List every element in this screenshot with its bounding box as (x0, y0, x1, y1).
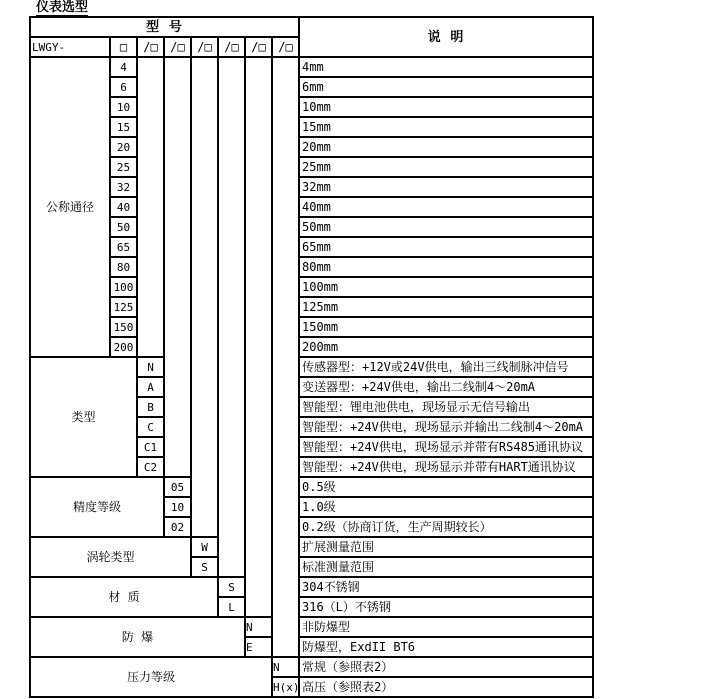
table-grid-line (271, 36, 273, 698)
model-prefix-cell: LWGY- (32, 40, 66, 54)
desc-cell-type: 智能型：+24V供电，现场显示并带有HART通讯协议 (302, 460, 576, 474)
code-cell-pressure-rating: H(x) (273, 680, 299, 694)
code-cell-accuracy-class: 02 (170, 520, 185, 534)
desc-cell-nominal-diameter: 80mm (302, 260, 331, 274)
code-cell-nominal-diameter: 15 (116, 120, 131, 134)
desc-cell-nominal-diameter: 15mm (302, 120, 331, 134)
page-title: 仪表选型 (36, 0, 89, 15)
code-cell-explosion-proof: E (246, 640, 253, 654)
code-cell-nominal-diameter: 150 (113, 320, 134, 334)
code-cell-type: B (147, 400, 154, 414)
model-code-box: /□ (197, 40, 212, 54)
code-cell-nominal-diameter: 25 (116, 160, 131, 174)
code-cell-type: A (147, 380, 154, 394)
model-code-box: /□ (170, 40, 185, 54)
desc-cell-material: 304不锈钢 (302, 580, 360, 594)
desc-cell-nominal-diameter: 6mm (302, 80, 324, 94)
desc-cell-type: 传感器型：+12V或24V供电，输出三线制脉冲信号 (302, 360, 569, 374)
desc-cell-explosion-proof: 非防爆型 (302, 620, 351, 634)
desc-cell-material: 316（L）不锈钢 (302, 600, 391, 614)
section-label-turbine-type: 涡轮类型 (86, 550, 135, 564)
code-cell-nominal-diameter: 80 (116, 260, 131, 274)
code-cell-nominal-diameter: 6 (120, 80, 127, 94)
code-cell-nominal-diameter: 125 (113, 300, 134, 314)
model-code-box: □ (119, 40, 128, 54)
desc-cell-pressure-rating: 高压（参照表2） (302, 680, 394, 694)
code-cell-type: C2 (143, 460, 158, 474)
section-label-type: 类型 (71, 410, 96, 424)
description-header: 说 明 (427, 29, 465, 45)
section-label-nominal-diameter: 公称通径 (45, 200, 94, 214)
code-cell-nominal-diameter: 40 (116, 200, 131, 214)
desc-cell-nominal-diameter: 4mm (302, 60, 324, 74)
code-cell-material: S (228, 580, 235, 594)
code-cell-nominal-diameter: 65 (116, 240, 131, 254)
desc-cell-nominal-diameter: 200mm (302, 340, 339, 354)
code-cell-accuracy-class: 10 (170, 500, 185, 514)
code-cell-type: N (147, 360, 154, 374)
section-label-accuracy-class: 精度等级 (72, 500, 121, 514)
desc-cell-nominal-diameter: 100mm (302, 280, 339, 294)
code-cell-nominal-diameter: 20 (116, 140, 131, 154)
code-cell-turbine-type: W (201, 540, 208, 554)
desc-cell-type: 变送器型：+24V供电，输出二线制4～20mA (302, 380, 536, 394)
code-cell-nominal-diameter: 50 (116, 220, 131, 234)
code-cell-nominal-diameter: 200 (113, 340, 134, 354)
desc-cell-accuracy-class: 1.0级 (302, 500, 336, 514)
desc-cell-type: 智能型：+24V供电，现场显示并带有RS485通讯协议 (302, 440, 584, 454)
code-cell-nominal-diameter: 4 (120, 60, 127, 74)
desc-cell-explosion-proof: 防爆型，ExdII BT6 (302, 640, 416, 654)
code-cell-accuracy-class: 05 (170, 480, 185, 494)
section-label-pressure-rating: 压力等级 (126, 670, 175, 684)
desc-cell-accuracy-class: 0.2级（协商订货，生产周期较长） (302, 520, 492, 534)
code-cell-material: L (228, 600, 235, 614)
code-cell-nominal-diameter: 10 (116, 100, 131, 114)
desc-cell-nominal-diameter: 125mm (302, 300, 339, 314)
section-label-material: 材 质 (108, 590, 140, 604)
code-cell-type: C (147, 420, 154, 434)
desc-cell-nominal-diameter: 65mm (302, 240, 331, 254)
model-code-box: /□ (278, 40, 293, 54)
section-label-explosion-proof: 防 爆 (121, 630, 154, 644)
desc-cell-type: 智能型：+24V供电，现场显示并输出二线制4～20mA (302, 420, 584, 434)
desc-cell-turbine-type: 扩展测量范围 (302, 540, 375, 554)
table-grid-line (217, 36, 219, 618)
code-cell-turbine-type: S (201, 560, 208, 574)
desc-cell-turbine-type: 标准测量范围 (302, 560, 375, 574)
desc-cell-nominal-diameter: 40mm (302, 200, 331, 214)
desc-cell-pressure-rating: 常规（参照表2） (302, 660, 394, 674)
desc-cell-nominal-diameter: 10mm (302, 100, 331, 114)
code-cell-nominal-diameter: 100 (113, 280, 134, 294)
desc-cell-nominal-diameter: 32mm (302, 180, 331, 194)
desc-cell-type: 智能型：锂电池供电，现场显示无信号输出 (302, 400, 531, 414)
table-grid-line (244, 36, 246, 658)
code-cell-nominal-diameter: 32 (116, 180, 131, 194)
model-header: 型 号 (146, 19, 183, 35)
desc-cell-accuracy-class: 0.5级 (302, 480, 336, 494)
code-cell-explosion-proof: N (246, 620, 253, 634)
code-cell-pressure-rating: N (273, 660, 280, 674)
desc-cell-nominal-diameter: 150mm (302, 320, 339, 334)
desc-cell-nominal-diameter: 20mm (302, 140, 331, 154)
model-code-box: /□ (143, 40, 158, 54)
desc-cell-nominal-diameter: 50mm (302, 220, 331, 234)
code-cell-type: C1 (143, 440, 158, 454)
model-code-box: /□ (251, 40, 266, 54)
model-code-box: /□ (224, 40, 239, 54)
desc-cell-nominal-diameter: 25mm (302, 160, 331, 174)
